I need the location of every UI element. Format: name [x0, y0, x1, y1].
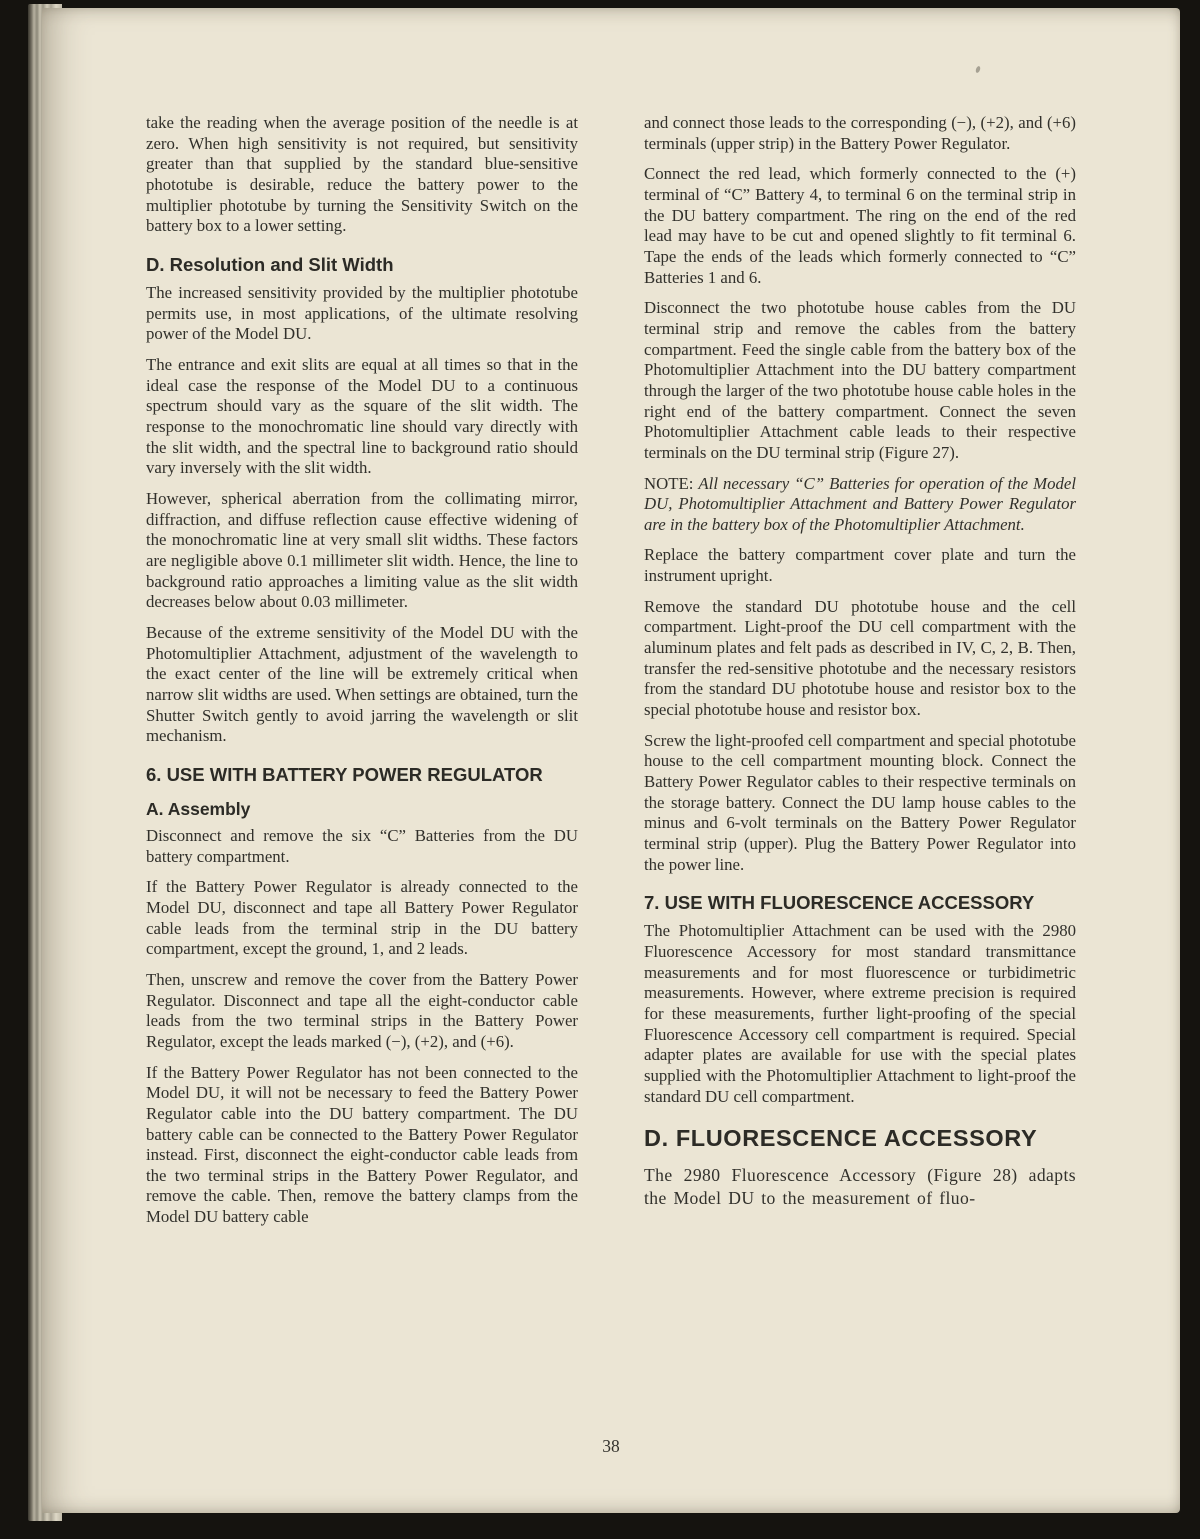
manual-page	[42, 8, 1180, 1513]
note-text: All necessary “C” Batteries for operation of the Model DU, Photomultiplier Attachment and Battery Power Regulator are in the battery box of the Photomultiplier Attachment.	[644, 473, 1076, 534]
note-c-batteries	[644, 474, 1076, 536]
subheading-assembly: A. Assembly	[146, 798, 251, 819]
paragraph-entrance-exit-slits: The entrance and exit slits are equal at all times so that in the ideal case the response of the Model DU to a continuous spectrum should vary as the square of the slit width. The response to the monochromatic line should vary directly with the slit width, and the spectral line to background ratio should vary inversely with the slit width.	[146, 355, 578, 478]
left-column	[146, 113, 578, 1238]
heading-fluorescence-accessory: D. FLUORESCENCE ACCESSORY	[644, 1125, 1038, 1152]
paragraph-photomultiplier-fluorescence: The Photomultiplier Attachment can be used with the 2980 Fluorescence Accessory for most standard transmittance measurements and for most fluorescence or turbidimetric measurements. However, where extreme precision is required for these measurements, further light-proofing of the special Fluorescence Accessory cell compartment is required. Special adapter plates are available for use with the special plates supplied with the Photomultiplier Attachment to light-proof the standard DU cell compartment.	[644, 921, 1076, 1106]
scan-speck	[975, 66, 981, 74]
paragraph-replace-cover-plate: Replace the battery compartment cover plate and turn the instrument upright.	[644, 545, 1076, 586]
note-label: NOTE:	[644, 473, 699, 493]
paragraph-sensitivity-reading: take the reading when the average position of the needle is at zero. When high sensitivity is not required, but sensitivity greater than that supplied by the standard blue-sensitive phototube is desirable, reduce the battery power to the multiplier phototube by turning the Sensitivity Switch on the battery box to a lower setting.	[146, 113, 578, 236]
heading-use-with-fluorescence-accessory: 7. USE WITH FLUORESCENCE ACCESSORY	[644, 892, 1035, 914]
paragraph-connect-leads: and connect those leads to the corresponding (−), (+2), and (+6) terminals (upper strip) in the Battery Power Regulator.	[644, 113, 1076, 153]
paragraph-unscrew-cover: Then, unscrew and remove the cover from the Battery Power Regulator. Disconnect and tape all the eight-conductor cable leads from the two terminal strips in the Battery Power Regulator, except the leads marked (−), (+2), and (+6).	[146, 969, 578, 1051]
text-columns	[146, 113, 1076, 1238]
paragraph-disconnect-batteries: Disconnect and remove the six “C” Batteries from the DU battery compartment.	[146, 825, 578, 866]
heading-use-with-battery-power-regulator: 6. USE WITH BATTERY POWER REGULATOR	[146, 763, 543, 785]
scan-speck	[758, 410, 761, 413]
heading-resolution-and-slit-width: D. Resolution and Slit Width	[146, 253, 394, 275]
paragraph-extreme-sensitivity: Because of the extreme sensitivity of the Model DU with the Photomultiplier Attachment, adjustment of the wavelength to the exact center of the line will be extremely critical when narrow slit widths are used. When settings are obtained, turn the Shutter Switch gently to avoid jarring the wavelength or slit mechanism.	[146, 622, 578, 746]
paragraph-2980-fluorescence-accessory: The 2980 Fluorescence Accessory (Figure 28) adapts the Model DU to the measurement of fluo-	[644, 1165, 1076, 1209]
paragraph-connect-red-lead: Connect the red lead, which formerly connected to the (+) terminal of “C” Battery 4, to terminal 6 on the terminal strip in the DU battery compartment. The ring on the end of the red lead may have to be cut and opened slightly to fit terminal 6. Tape the ends of the leads which formerly connected to “C” Batteries 1 and 6.	[644, 164, 1076, 287]
paragraph-disconnect-phototube-cables: Disconnect the two phototube house cables from the DU terminal strip and remove the cables from the battery compartment. Feed the single cable from the battery box of the Photomultiplier Attachment into the DU battery compartment through the larger of the two phototube house cable holes in the right end of the battery compartment. Connect the seven Photomultiplier Attachment cable leads to their respective terminals on the DU terminal strip (Figure 27).	[644, 298, 1076, 462]
page-number: 38	[602, 1436, 620, 1456]
paragraph-regulator-not-connected: If the Battery Power Regulator has not been connected to the Model DU, it will not be necessary to feed the Battery Power Regulator cable into the DU battery compartment. The DU battery cable can be connected to the Battery Power Regulator instead. First, disconnect the eight-conductor cable leads from the two terminal strips in the Battery Power Regulator, and remove the cable. Then, remove the battery clamps from the Model DU battery cable	[146, 1062, 578, 1227]
paragraph-increased-sensitivity: The increased sensitivity provided by the multiplier phototube permits use, in most applications, of the ultimate resolving power of the Model DU.	[146, 283, 578, 344]
right-column	[644, 113, 1076, 1238]
paragraph-remove-phototube-house: Remove the standard DU phototube house and the cell compartment. Light-proof the DU cell compartment with the aluminum plates and felt pads as described in IV, C, 2, B. Then, transfer the red-sensitive phototube and the necessary resistors from the standard DU phototube house and resistor box to the special phototube house and resistor box.	[644, 596, 1076, 720]
paragraph-screw-cell-compartment: Screw the light-proofed cell compartment and special phototube house to the cell compartment mounting block. Connect the Battery Power Regulator cables to their respective terminals on the storage battery. Connect the DU lamp house cables to the minus and 6-volt terminals on the Battery Power Regulator terminal strip (upper). Plug the Battery Power Regulator into the power line.	[644, 730, 1076, 874]
paragraph-spherical-aberration: However, spherical aberration from the collimating mirror, diffraction, and diffuse reflection cause effective widening of the monochromatic line at very small slit widths. These factors are negligible above 0.1 millimeter slit width. Hence, the line to background ratio approaches a limiting value as the slit width decreases below about 0.03 millimeter.	[146, 488, 578, 612]
paragraph-regulator-already-connected: If the Battery Power Regulator is already connected to the Model DU, disconnect and tape all Battery Power Regulator cable leads from the terminal strip in the DU battery compartment, except the ground, 1, and 2 leads.	[146, 877, 578, 959]
